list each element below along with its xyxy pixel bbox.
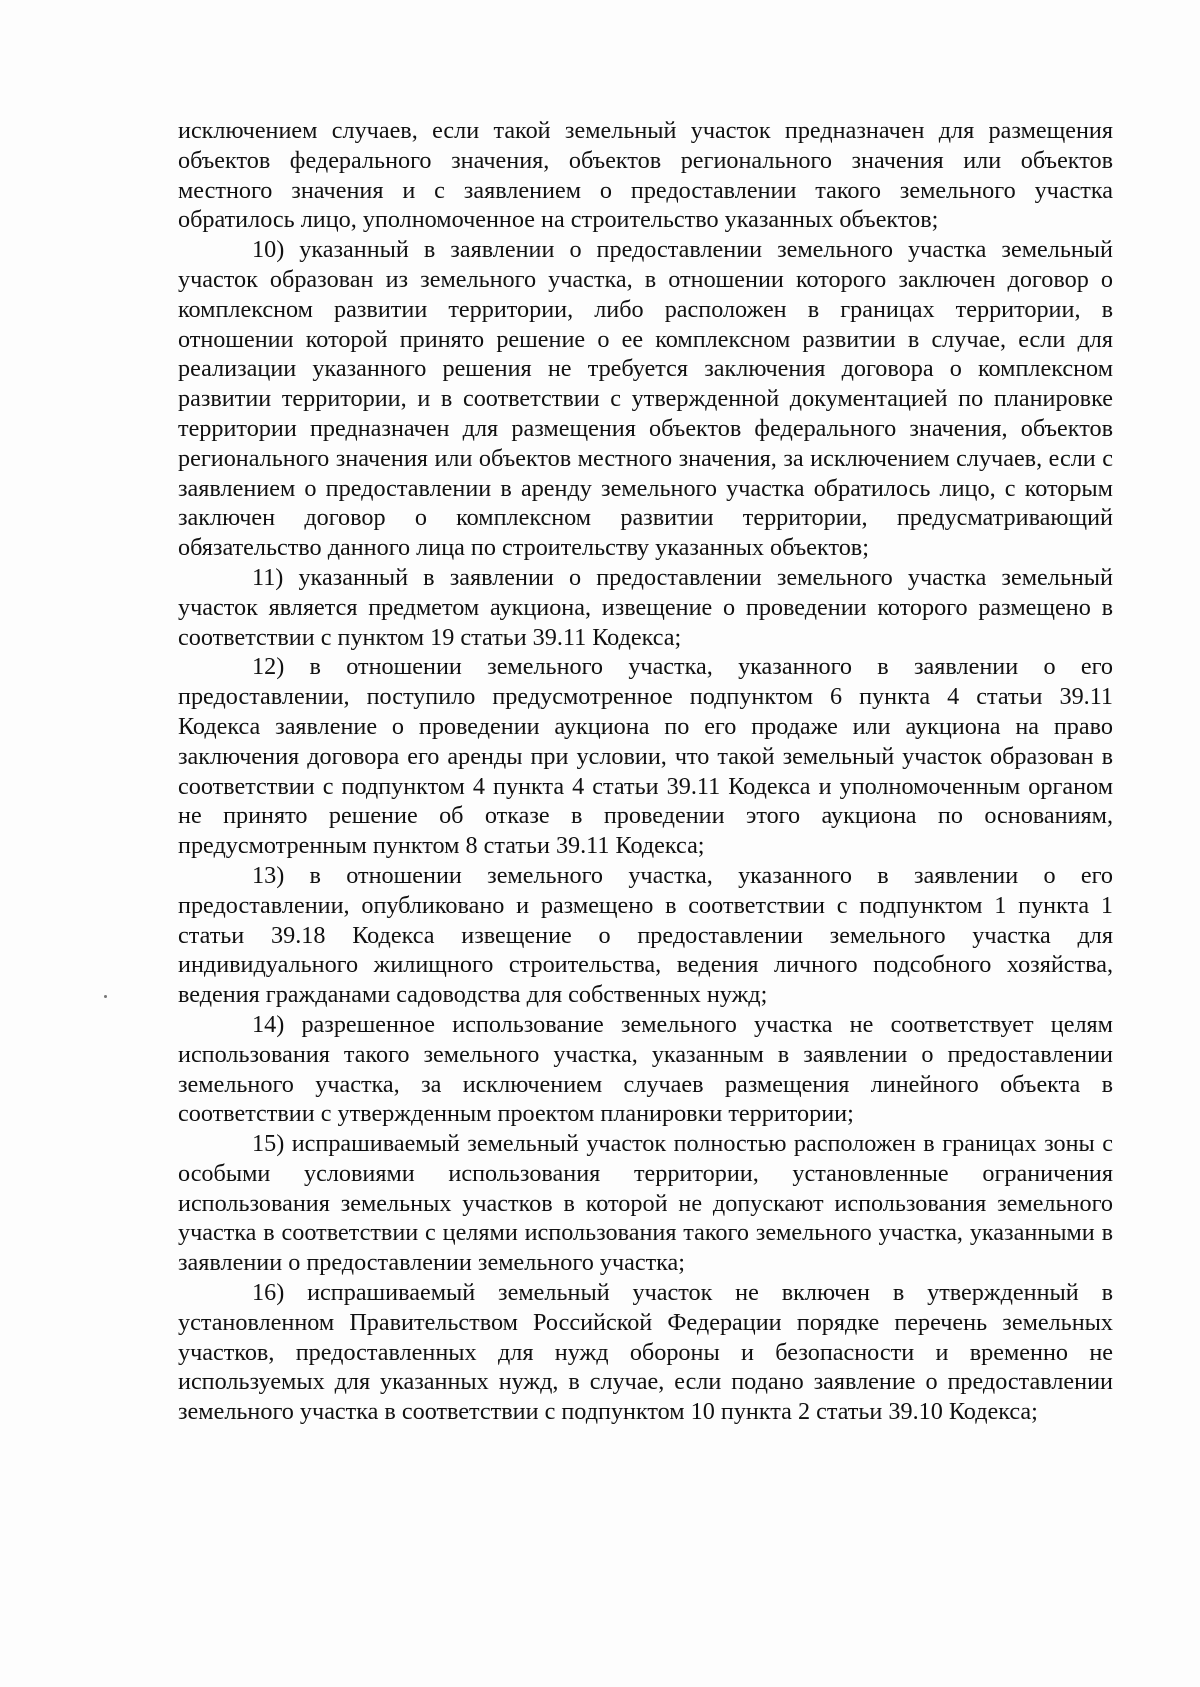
- paragraph-item-14: 14) разрешенное использование земельного участка не соответствует целям использования такого земельного участка, указанным в заявлении о предоставлении земельного участка, за исключением случаев размещения линейного объекта в соответствии с утвержденным проектом планировки территории;: [178, 1010, 1113, 1128]
- paragraph-item-11: 11) указанный в заявлении о предоставлении земельного участка земельный участок является предметом аукциона, извещение о проведении которого размещено в соответствии с пунктом 19 статьи 39.11 Кодекса;: [178, 563, 1113, 651]
- paragraph-item-16: 16) испрашиваемый земельный участок не включен в утвержденный в установленном Правительством Российской Федерации порядке перечень земельных участков, предоставленных для нужд обороны и безопасности и временно не используемых для указанных нужд, в случае, если подано заявление о предоставлении земельного участка в соответствии с подпунктом 10 пункта 2 статьи 39.10 Кодекса;: [178, 1279, 1113, 1426]
- paragraph-item-13: 13) в отношении земельного участка, указанного в заявлении о его предоставлении, опубликовано и размещено в соответствии с подпунктом 1 пункта 1 статьи 39.18 Кодекса извещение о предоставлении земельного участка для индивидуального жилищного строительства, ведения личного подсобного хозяйства, ведения гражданами садоводства для собственных нужд;: [178, 861, 1113, 1009]
- paragraph-item-15: 15) испрашиваемый земельный участок полностью расположен в границах зоны с особыми условиями использования территории, установленные ограничения использования земельных участков в которой не допускают использования земельного участка в соответствии с целями использования такого земельного участка, указанными в заявлении о предоставлении земельного участка;: [178, 1130, 1113, 1277]
- document-body: [178, 116, 1113, 1427]
- scan-speck: [104, 995, 107, 998]
- paragraph-item-10: 10) указанный в заявлении о предоставлении земельного участка земельный участок образован из земельного участка, в отношении которого заключен договор о комплексном развитии территории, либо расположен в границах территории, в отношении которой принято решение о ее комплексном развитии в случае, если для реализации указанного решения не требуется заключения договора о комплексном развитии территории, и в соответствии с утвержденной документацией по планировке территории предназначен для размещения объектов федерального значения, объектов регионального значения или объектов местного значения, за исключением случаев, если с заявлением о предоставлении в аренду земельного участка обратилось лицо, с которым заключен договор о комплексном развитии территории, предусматривающий обязательство данного лица по строительству указанных объектов;: [178, 236, 1113, 562]
- paragraph-item-12: 12) в отношении земельного участка, указанного в заявлении о его предоставлении, поступило предусмотренное подпунктом 6 пункта 4 статьи 39.11 Кодекса заявление о проведении аукциона по его продаже или аукциона на право заключения договора его аренды при условии, что такой земельный участок образован в соответствии с подпунктом 4 пункта 4 статьи 39.11 Кодекса и уполномоченным органом не принято решение об отказе в проведении этого аукциона по основаниям, предусмотренным пунктом 8 статьи 39.11 Кодекса;: [178, 653, 1113, 860]
- paragraph-continuation: исключением случаев, если такой земельный участок предназначен для размещения объектов федерального значения, объектов регионального значения или объектов местного значения и с заявлением о предоставлении такого земельного участка обратилось лицо, уполномоченное на строительство указанных объектов;: [178, 117, 1113, 234]
